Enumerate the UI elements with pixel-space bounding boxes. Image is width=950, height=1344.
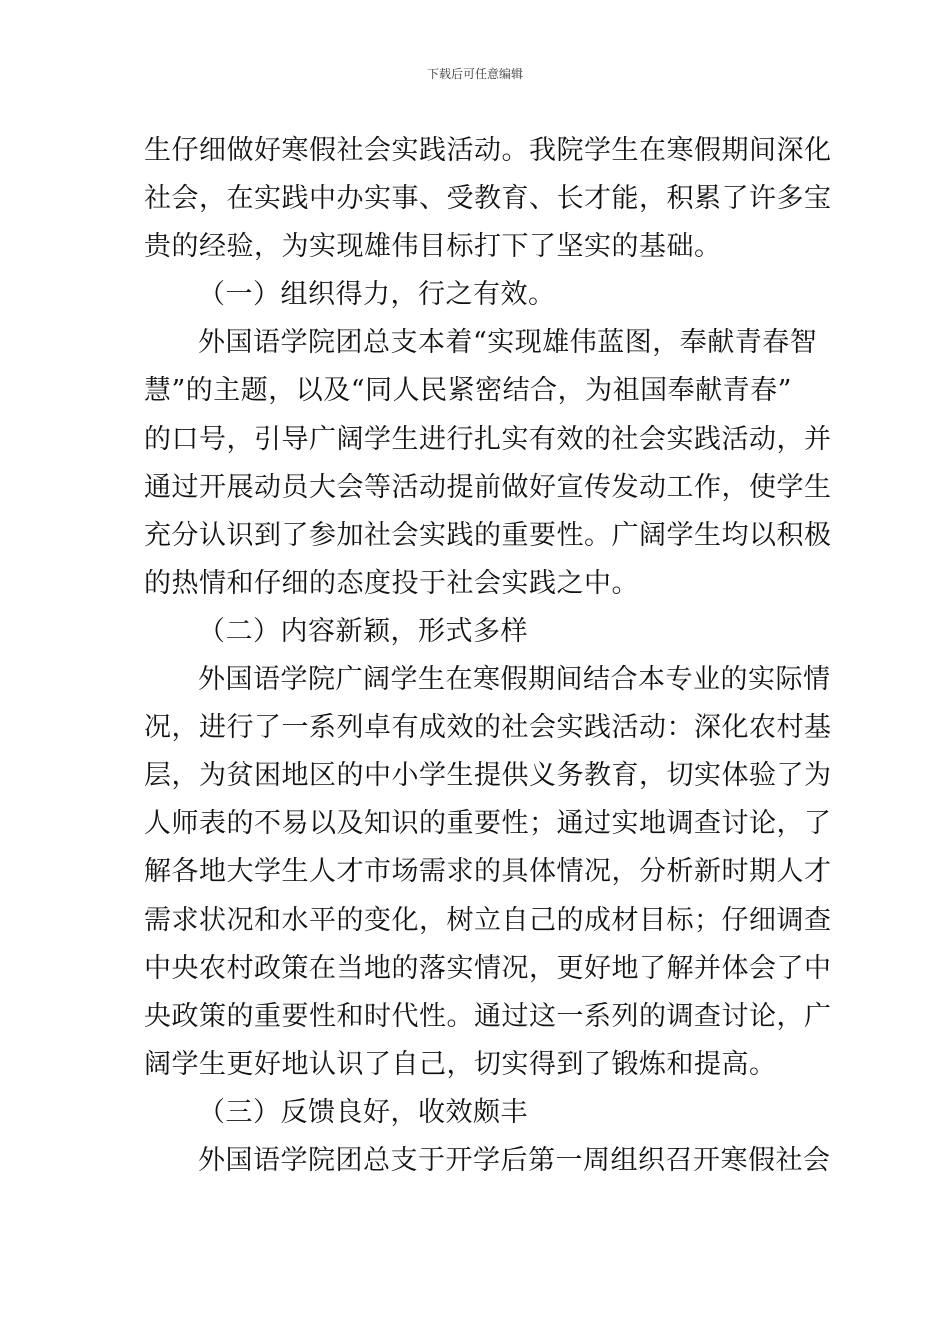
text-line: 通过开展动员大会等活动提前做好宣传发动工作，使学生 bbox=[144, 471, 832, 503]
body-text bbox=[144, 127, 832, 1185]
text-line: 生仔细做好寒假社会实践活动。我院学生在寒假期间深化 bbox=[144, 135, 832, 166]
text-line: 的口号，引导广阔学生进行扎实有效的社会实践活动，并 bbox=[144, 423, 832, 455]
page-header: 下载后可任意编辑 bbox=[426, 67, 523, 81]
text-line: （二）内容新颖，形式多样 bbox=[198, 615, 528, 647]
text-line: （一）组织得力，行之有效。 bbox=[198, 279, 556, 311]
text-line: 社会，在实践中办实事、受教育、长才能，积累了许多宝 bbox=[144, 183, 832, 215]
text-line: 的热情和仔细的态度投于社会实践之中。 bbox=[144, 567, 639, 599]
text-line: 人师表的不易以及知识的重要性；通过实地调查讨论，了 bbox=[144, 808, 832, 840]
text-line: 央政策的重要性和时代性。通过这一系列的调查讨论，广 bbox=[144, 1000, 832, 1032]
text-line: 需求状况和水平的变化，树立自己的成材目标；仔细调查 bbox=[144, 904, 832, 936]
text-line: （三）反馈良好，收效颇丰 bbox=[198, 1096, 528, 1128]
text-line: 层，为贫困地区的中小学生提供义务教育，切实体验了为 bbox=[144, 760, 832, 792]
text-line: 慧”的主题，以及“同人民紧密结合，为祖国奉献青春” bbox=[144, 375, 792, 407]
text-line: 解各地大学生人才市场需求的具体情况，分析新时期人才 bbox=[144, 856, 832, 888]
text-line: 况，进行了一系列卓有成效的社会实践活动：深化农村基 bbox=[144, 712, 832, 744]
text-line: 贵的经验，为实现雄伟目标打下了坚实的基础。 bbox=[144, 231, 722, 263]
text-line: 阔学生更好地认识了自己，切实得到了锻炼和提高。 bbox=[144, 1048, 777, 1080]
text-line: 外国语学院团总支于开学后第一周组织召开寒假社会 bbox=[198, 1144, 831, 1176]
text-line: 外国语学院广阔学生在寒假期间结合本专业的实际情 bbox=[198, 664, 831, 696]
text-line: 中央农村政策在当地的落实情况，更好地了解并体会了中 bbox=[144, 952, 832, 984]
text-line: 外国语学院团总支本着“实现雄伟蓝图，奉献青春智 bbox=[198, 327, 818, 359]
text-line: 充分认识到了参加社会实践的重要性。广阔学生均以积极 bbox=[144, 519, 832, 551]
